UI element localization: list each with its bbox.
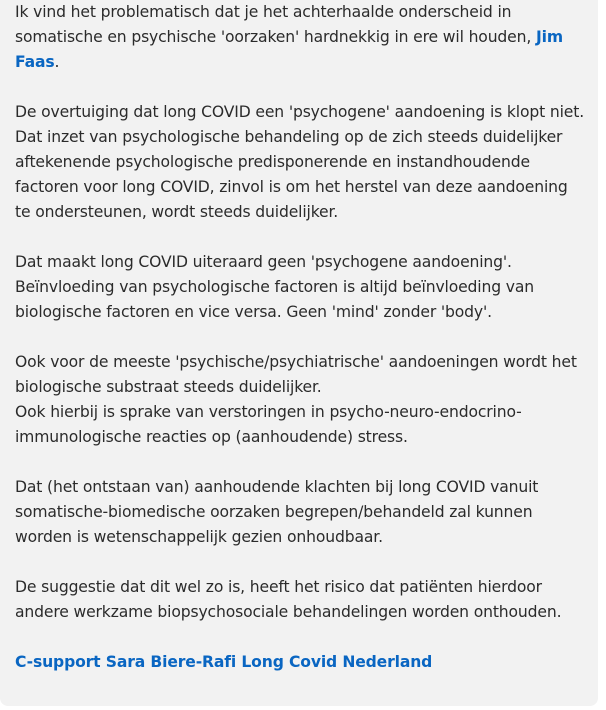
comment-body — [15, 0, 584, 675]
comment-paragraph: De overtuiging dat long COVID een 'psychogene' aandoening is klopt niet. Dat inzet van psychologische behandeling op de zich steeds duidelijker aftekenende psychologische predisponerende en instandhoudende factoren voor long COVID, zinvol is om het herstel van deze aandoening te ondersteunen, wordt steeds duidelijker. — [15, 103, 585, 221]
signature-link[interactable]: C-support Sara Biere-Rafi Long Covid Nederland — [15, 653, 433, 671]
comment-paragraph: Dat (het ontstaan van) aanhoudende klachten bij long COVID vanuit somatische-biomedische oorzaken begrepen/behandeld zal kunnen worden is wetenschappelijk gezien onhoudbaar. — [15, 478, 539, 546]
intro-end: . — [54, 53, 60, 71]
comment-paragraph: De suggestie dat dit wel zo is, heeft het risico dat patiënten hierdoor andere werkzame biopsychosociale behandelingen worden onthouden. — [15, 578, 562, 621]
comment-paragraph-intro — [15, 0, 584, 75]
comment-paragraph: Ook voor de meeste 'psychische/psychiatrische' aandoeningen wordt het biologische substraat steeds duidelijker. Ook hierbij is sprake van verstoringen in psycho-neuro-endocrino-immunologische reacties op (aanhoudende) stress. — [15, 353, 577, 446]
comment-paragraph: Dat maakt long COVID uiteraard geen 'psychogene aandoening'. Beïnvloeding van psychologische factoren is altijd beïnvloeding van biologische factoren en vice versa. Geen 'mind' zonder 'body'. — [15, 253, 534, 321]
intro-text: Ik vind het problematisch dat je het achterhaalde onderscheid in somatische en psychische 'oorzaken' hardnekkig in ere wil houden, — [15, 3, 536, 46]
mention-link[interactable]: Jim Faas — [15, 28, 563, 71]
